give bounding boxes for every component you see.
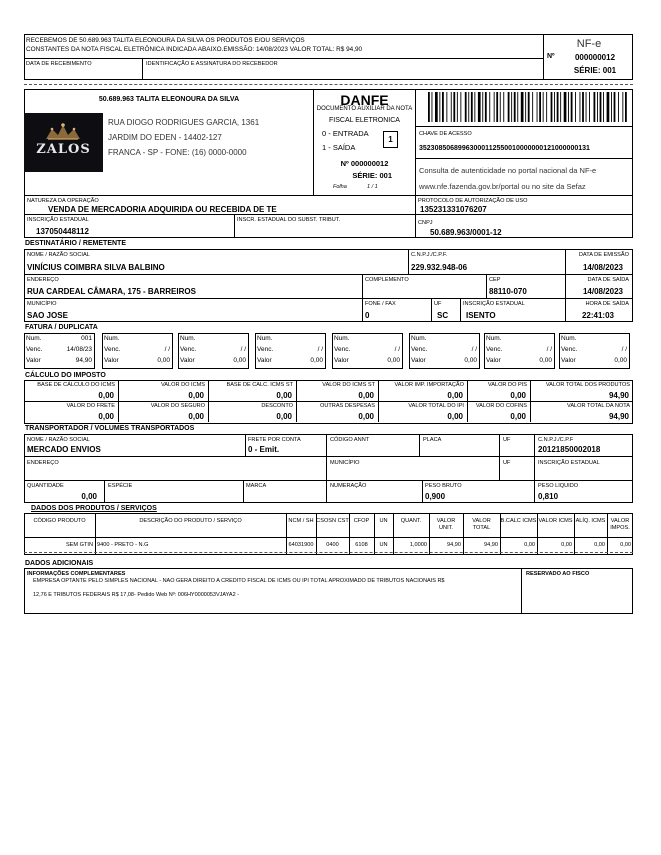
barcode-bar xyxy=(554,92,555,122)
barcode-bar xyxy=(600,92,602,122)
duplicata-num-label: Num. xyxy=(180,335,196,342)
transp-uf2-label: UF xyxy=(503,460,511,466)
produto-header: VALOR ICMS xyxy=(538,518,573,524)
transp-qtd-label: QUANTIDADE xyxy=(27,483,64,489)
imposto-value: 0,00 xyxy=(358,391,374,400)
produto-cell: 64031900 xyxy=(288,542,314,548)
imposto-value: 0,00 xyxy=(188,391,204,400)
duplicata-num-label: Num. xyxy=(257,335,273,342)
produto-header: NCM / SH xyxy=(288,518,314,524)
imposto-label: VALOR DO ICMS xyxy=(160,382,205,388)
imposto-label: VALOR TOTAL DOS PRODUTOS xyxy=(545,382,630,388)
imposto-value: 0,00 xyxy=(98,412,114,421)
barcode-bar xyxy=(607,92,610,122)
imposto-value: 0,00 xyxy=(447,391,463,400)
dest-nome-label: NOME / RAZÃO SOCIAL xyxy=(27,252,90,258)
produto-header: ALÍQ. ICMS xyxy=(575,518,606,524)
danfe-entrada: 0 - ENTRADA xyxy=(322,129,369,138)
duplicata-venc-label: Venc. xyxy=(180,346,197,353)
imposto-value: 94,90 xyxy=(608,391,629,400)
danfe-folha-label: Folha xyxy=(333,184,347,190)
imposto-label: VALOR DO COFINS xyxy=(475,403,527,409)
protocolo-label: PROTOCOLO DE AUTORIZAÇÃO DE USO xyxy=(418,198,528,204)
transp-frete-label: FRETE POR CONTA xyxy=(248,437,301,443)
produto-cell: 0,00 xyxy=(561,542,572,548)
barcode-bar xyxy=(551,92,553,122)
produto-cell: 1,0000 xyxy=(409,542,427,548)
fatura-section-title: FATURA / DUPLICATA xyxy=(25,324,98,331)
imposto-value: 0,00 xyxy=(447,412,463,421)
dest-emissao: 14/08/2023 xyxy=(582,263,623,272)
dest-cep-label: CEP xyxy=(489,277,501,283)
barcode-bar xyxy=(482,92,483,122)
barcode-bar xyxy=(503,92,504,122)
duplicata-valor-label: Valor xyxy=(411,357,426,364)
dest-endereco-label: ENDEREÇO xyxy=(27,277,59,283)
duplicata-venc: / / xyxy=(317,346,323,353)
barcode-bar xyxy=(580,92,581,122)
duplicata-valor: 0,00 xyxy=(157,357,170,364)
barcode-bar xyxy=(611,92,612,122)
duplicata-valor-label: Valor xyxy=(334,357,349,364)
transp-placa-label: PLACA xyxy=(423,437,442,443)
duplicata-venc: / / xyxy=(621,346,627,353)
consulta-text-2: www.nfe.fazenda.gov.br/portal ou no site da Sefaz xyxy=(419,182,586,191)
chave-value: 35230850689963000112550010000000121000000131 xyxy=(419,145,590,152)
duplicata-num-label: Num. xyxy=(334,335,350,342)
produto-header: QUANT. xyxy=(400,518,422,524)
produto-cell: SEM GTIN xyxy=(65,542,93,548)
barcode-bar xyxy=(537,92,538,122)
nfe-n-label: Nº xyxy=(547,53,555,60)
barcode-bar xyxy=(594,92,596,122)
barcode-bar xyxy=(485,92,487,122)
produto-cell: UN xyxy=(379,542,388,548)
produto-cell: 94,90 xyxy=(484,542,498,548)
dest-nome: VINÍCIUS COIMBRA SILVA BALBINO xyxy=(27,263,165,272)
danfe-numero: Nº 000000012 xyxy=(340,159,389,168)
duplicata-valor: 0,00 xyxy=(310,357,323,364)
barcode-bar xyxy=(528,92,530,122)
transp-numeracao-label: NUMERAÇÃO xyxy=(330,483,367,489)
barcode-bar xyxy=(474,92,475,122)
barcode-bar xyxy=(428,92,430,122)
nfe-label: NF-e xyxy=(576,38,602,50)
danfe-serie: SÉRIE: 001 xyxy=(352,171,392,180)
dest-saida: 14/08/2023 xyxy=(582,287,623,296)
produto-cell: 0400 xyxy=(326,542,339,548)
info-complementares-label: INFORMAÇÕES COMPLEMENTARES xyxy=(27,571,126,577)
transp-endereco-label: ENDEREÇO xyxy=(27,460,59,466)
emitente-endereco1: RUA DIOGO RODRIGUES GARCIA, 1361 xyxy=(108,118,260,127)
duplicata-valor-label: Valor xyxy=(561,357,576,364)
natureza-value: VENDA DE MERCADORIA ADQUIRIDA OU RECEBIDA DE TE xyxy=(48,205,277,214)
transp-marca-label: MARCA xyxy=(246,483,267,489)
barcode-bar xyxy=(460,92,461,122)
data-recebimento-label: DATA DE RECEBIMENTO xyxy=(26,61,92,67)
duplicata-venc: 14/08/23 xyxy=(66,346,92,353)
dest-municipio: SAO JOSE xyxy=(27,311,68,320)
imposto-label: BASE DE CÁLCULO DO ICMS xyxy=(37,382,115,388)
barcode-bar xyxy=(478,92,481,122)
barcode-bar xyxy=(603,92,604,122)
dest-uf: SC xyxy=(437,311,449,320)
imposto-label: VALOR TOTAL DA NOTA xyxy=(567,403,630,409)
transp-municipio-label: MUNICÍPIO xyxy=(330,460,360,466)
protocolo-value: 135231331076207 xyxy=(420,205,487,214)
imposto-label: VALOR IMP. IMPORTAÇÃO xyxy=(394,382,464,388)
barcode-bar xyxy=(589,92,590,122)
danfe-tipo: 1 xyxy=(383,131,398,148)
barcode-bar xyxy=(575,92,576,122)
barcode-bar xyxy=(543,92,544,122)
barcode-bar xyxy=(614,92,616,122)
dest-uf-label: UF xyxy=(434,301,442,307)
imposto-value: 0,00 xyxy=(276,391,292,400)
barcode-bar xyxy=(525,92,526,122)
barcode-bar xyxy=(453,92,455,122)
dest-cep: 88110-070 xyxy=(489,287,527,296)
transp-cnpj: 20121850002018 xyxy=(538,445,601,454)
dest-emissao-label: DATA DE EMISSÃO xyxy=(578,252,629,258)
dest-fone: 0 xyxy=(365,311,370,320)
danfe-saida: 1 - SAÍDA xyxy=(322,143,356,152)
dest-cpf: 229.932.948-06 xyxy=(411,263,468,272)
imposto-value: 0,00 xyxy=(276,412,292,421)
duplicata-venc: / / xyxy=(471,346,477,353)
duplicata-venc-label: Venc. xyxy=(104,346,121,353)
emitente-endereco2: JARDIM DO EDEN - 14402-127 xyxy=(108,133,222,142)
barcode-bar xyxy=(517,92,518,122)
duplicata-valor: 0,00 xyxy=(539,357,552,364)
duplicata-valor: 0,00 xyxy=(614,357,627,364)
iest-label: INSCR. ESTADUAL DO SUBST. TRIBUT. xyxy=(237,217,341,223)
barcode-bar xyxy=(489,92,490,122)
produto-cell: 9400 - PRETO - N.G xyxy=(97,542,149,548)
produtos-section-title: DADOS DOS PRODUTOS / SERVIÇOS xyxy=(31,505,157,512)
emitente-nome: 50.689.963 TALITA ELEONOURA DA SILVA xyxy=(98,96,240,103)
barcode-bar xyxy=(494,92,495,122)
produto-header: VALOR TOTAL xyxy=(472,518,491,531)
barcode-bar xyxy=(446,92,447,122)
produto-cell: 0,00 xyxy=(524,542,535,548)
barcode-bar xyxy=(622,92,623,122)
imposto-label: DESCONTO xyxy=(261,403,293,409)
barcode-bar xyxy=(451,92,452,122)
duplicata-num-label: Num. xyxy=(411,335,427,342)
produto-cell: 6108 xyxy=(355,542,368,548)
barcode-bar xyxy=(435,92,438,122)
emitente-endereco3: FRANCA - SP - FONE: (16) 0000-0000 xyxy=(108,148,247,157)
produto-header: CSOSN CST xyxy=(316,518,349,524)
duplicata-valor-label: Valor xyxy=(104,357,119,364)
duplicata-valor: 94,90 xyxy=(75,357,92,364)
dest-hora-label: HORA DE SAÍDA xyxy=(585,301,629,307)
duplicata-valor: 0,00 xyxy=(387,357,400,364)
info-line-2: 12,76 E TRIBUTOS FEDERAIS R$ 17,08- Pedido Web Nº: 006HY0000053VJAYA2 - xyxy=(33,592,240,598)
imposto-label: OUTRAS DESPESAS xyxy=(319,403,375,409)
transp-bruto-label: PESO BRUTO xyxy=(425,483,462,489)
canhoto-serie: SÉRIE: 001 xyxy=(573,66,617,75)
transp-ie-label: INSCRIÇÃO ESTADUAL xyxy=(538,460,600,466)
transp-liquido-label: PESO LIQUIDO xyxy=(538,483,579,489)
info-line-1: EMPRESA OPTANTE PELO SIMPLES NACIONAL - NAO GERA DIREITO A CREDITO FISCAL DE ICMS OU IPI TOTAL APROXIMADO DE TRIBUTOS NACIONAIS R$ xyxy=(33,578,445,584)
duplicata-valor: 0,00 xyxy=(464,357,477,364)
danfe-sub2: FISCAL ELETRONICA xyxy=(329,117,400,124)
barcode-bar xyxy=(521,92,524,122)
duplicata-venc-label: Venc. xyxy=(257,346,274,353)
transp-nome: MERCADO ENVIOS xyxy=(27,445,101,454)
chave-label: CHAVE DE ACESSO xyxy=(419,131,472,137)
produto-header: DESCRIÇÃO DO PRODUTO / SERVIÇO xyxy=(139,518,242,524)
barcode-bar xyxy=(468,92,469,122)
ie-label: INSCRIÇÃO ESTADUAL xyxy=(27,217,89,223)
barcode-bar xyxy=(432,92,433,122)
transp-bruto: 0,900 xyxy=(425,492,446,501)
destinatario-section-title: DESTINATÁRIO / REMETENTE xyxy=(25,240,126,247)
barcode-bar xyxy=(546,92,547,122)
duplicata-num-label: Num. xyxy=(561,335,577,342)
imposto-value: 0,00 xyxy=(510,412,526,421)
reservado-fisco-label: RESERVADO AO FISCO xyxy=(526,571,590,577)
produto-header: CFOP xyxy=(353,518,370,524)
transp-uf-label: UF xyxy=(503,437,511,443)
duplicata-valor-label: Valor xyxy=(486,357,501,364)
canhoto-text-1: RECEBEMOS DE 50.689.963 TALITA ELEONOURA DA SILVA OS PRODUTOS E/OU SERVIÇOS xyxy=(26,37,305,44)
canhoto-text-2: CONSTANTES DA NOTA FISCAL ELETRÔNICA INDICADA ABAIXO.EMISSÃO: 14/08/2023 VALOR TOTAL: R$ 94,90 xyxy=(26,46,363,53)
danfe-title: DANFE xyxy=(340,92,389,108)
duplicata-num-label: Num. xyxy=(104,335,120,342)
dest-fone-label: FONE / FAX xyxy=(365,301,396,307)
barcode-bar xyxy=(496,92,498,122)
imposto-label: VALOR DO SEGURO xyxy=(150,403,205,409)
identificacao-label: IDENTIFICAÇÃO E ASSINATURA DO RECEBEDOR xyxy=(146,61,278,67)
transp-nome-label: NOME / RAZÃO SOCIAL xyxy=(27,437,90,443)
imposto-label: VALOR DO ICMS ST xyxy=(322,382,375,388)
produto-header: B.CALC ICMS xyxy=(500,518,537,524)
canhoto-numero: 000000012 xyxy=(574,53,616,62)
cnpj-value: 50.689.963/0001-12 xyxy=(430,228,502,237)
barcode-bar xyxy=(439,92,440,122)
duplicata-valor-label: Valor xyxy=(257,357,272,364)
duplicata-valor-label: Valor xyxy=(180,357,195,364)
barcode-bar xyxy=(539,92,541,122)
barcode-bar xyxy=(586,92,587,122)
produto-cell: 0,00 xyxy=(594,542,605,548)
barcode-bar xyxy=(511,92,512,122)
duplicata-venc-label: Venc. xyxy=(486,346,503,353)
duplicata-num: 001 xyxy=(81,335,92,342)
imposto-label: VALOR DO FRETE xyxy=(66,403,115,409)
danfe-folha: 1 / 1 xyxy=(367,184,378,190)
dest-cpf-label: C.N.P.J./C.P.F. xyxy=(411,252,448,258)
adicionais-section-title: DADOS ADICIONAIS xyxy=(25,560,94,567)
produto-header: UN xyxy=(379,518,388,524)
dest-complemento-label: COMPLEMENTO xyxy=(365,277,409,283)
transportador-section-title: TRANSPORTADOR / VOLUMES TRANSPORTADOS xyxy=(25,425,195,432)
produto-header: CÓDIGO PRODUTO xyxy=(33,518,86,524)
duplicata-num-label: Num. xyxy=(26,335,42,342)
imposto-section-title: CÁLCULO DO IMPOSTO xyxy=(25,372,106,379)
produto-header: VALOR IMPOS. xyxy=(610,518,630,531)
duplicata-num-label: Num. xyxy=(486,335,502,342)
transp-antt-label: CÓDIGO ANNT xyxy=(330,437,370,443)
duplicata-valor: 0,00 xyxy=(233,357,246,364)
barcode-bar xyxy=(500,92,501,122)
duplicata-valor-label: Valor xyxy=(26,357,41,364)
barcode-bar xyxy=(508,92,510,122)
imposto-value: 0,00 xyxy=(358,412,374,421)
duplicata-venc-label: Venc. xyxy=(411,346,428,353)
produto-cell: 0,00 xyxy=(620,542,631,548)
barcode-bar xyxy=(557,92,559,122)
imposto-label: VALOR DO PIS xyxy=(487,382,527,388)
dest-saida-label: DATA DE SAÍDA xyxy=(587,277,629,283)
ie-value: 137050448112 xyxy=(36,227,89,236)
barcode-bar xyxy=(618,92,619,122)
barcode-bar xyxy=(442,92,444,122)
barcode-bar xyxy=(514,92,516,122)
dest-endereco: RUA CARDEAL CÂMARA, 175 - BARREIROS xyxy=(27,287,196,296)
barcode-bar xyxy=(568,92,569,122)
company-logo-text: ZALOS xyxy=(36,142,91,157)
transp-frete: 0 - Emit. xyxy=(248,445,280,454)
dest-hora: 22:41:03 xyxy=(581,311,614,320)
consulta-text-1: Consulta de autenticidade no portal nacional da NF-e xyxy=(419,166,597,175)
barcode-bar xyxy=(597,92,598,122)
barcode-bar xyxy=(625,92,627,122)
transp-liquido: 0,810 xyxy=(538,492,559,501)
barcode-bar xyxy=(457,92,458,122)
dest-ie: ISENTO xyxy=(466,311,496,320)
duplicata-venc-label: Venc. xyxy=(334,346,351,353)
duplicata-venc: / / xyxy=(394,346,400,353)
barcode-bar xyxy=(560,92,561,122)
barcode-bar xyxy=(571,92,573,122)
produto-row-dash xyxy=(24,552,633,553)
produto-cell: 94,90 xyxy=(447,542,461,548)
barcode-bar xyxy=(465,92,467,122)
duplicata-venc: / / xyxy=(164,346,170,353)
barcode-bar xyxy=(564,92,567,122)
imposto-value: 0,00 xyxy=(188,412,204,421)
produto-header: VALOR UNIT. xyxy=(436,518,456,531)
duplicata-venc-label: Venc. xyxy=(26,346,43,353)
dest-municipio-label: MUNICÍPIO xyxy=(27,301,57,307)
barcode-bar xyxy=(532,92,533,122)
transp-especie-label: ESPÉCIE xyxy=(108,483,133,489)
transp-qtd: 0,00 xyxy=(81,492,97,501)
barcode-bar xyxy=(471,92,473,122)
barcode xyxy=(428,92,628,122)
duplicata-venc: / / xyxy=(240,346,246,353)
imposto-label: VALOR TOTAL DO IPI xyxy=(408,403,464,409)
cnpj-label: CNPJ xyxy=(418,220,433,226)
duplicata-venc-label: Venc. xyxy=(561,346,578,353)
barcode-bar xyxy=(582,92,584,122)
imposto-value: 94,90 xyxy=(608,412,629,421)
duplicata-venc: / / xyxy=(546,346,552,353)
imposto-value: 0,00 xyxy=(98,391,114,400)
imposto-value: 0,00 xyxy=(510,391,526,400)
dest-ie-label: INSCRIÇÃO ESTADUAL xyxy=(463,301,525,307)
imposto-label: BASE DE CALC. ICMS ST xyxy=(226,382,293,388)
natureza-label: NATUREZA DA OPERAÇÃO xyxy=(27,198,99,204)
danfe-sub1: DOCUMENTO AUXILIAR DA NOTA xyxy=(316,106,413,112)
transp-cnpj-label: C.N.P.J./C.P.F xyxy=(538,437,574,443)
cut-line xyxy=(24,84,633,85)
